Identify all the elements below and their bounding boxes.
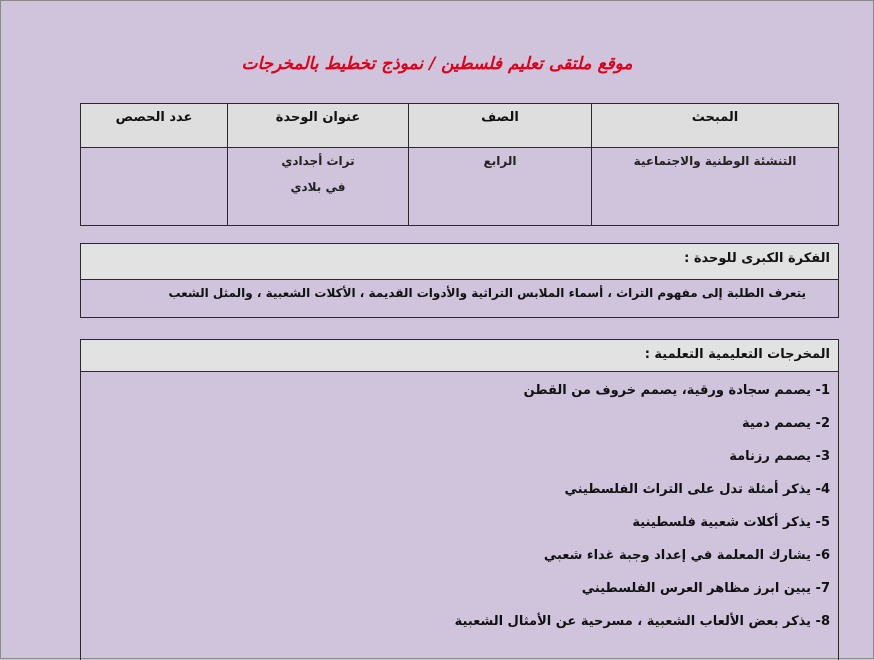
lesson-info-table xyxy=(80,103,839,226)
document-title: موقع ملتقى تعليم فلسطين / نموذج تخطيط بالمخرجات xyxy=(241,54,633,74)
header-grade: الصف xyxy=(409,104,592,148)
big-idea-heading: الفكرة الكبرى للوحدة : xyxy=(81,244,838,280)
value-periods xyxy=(81,148,228,226)
unit-title-line-1: تراث أجدادي xyxy=(281,154,355,168)
list-item: 2- يصمم دمية xyxy=(741,416,830,431)
outcomes-heading: المخرجات التعليمية التعلمية : xyxy=(81,340,838,372)
list-item: 4- يذكر أمثلة تدل على التراث الفلسطيني xyxy=(564,482,830,497)
header-unit-title: عنوان الوحدة xyxy=(228,104,409,148)
list-item: 6- يشارك المعلمة في إعداد وجبة غداء شعبي xyxy=(543,548,830,563)
header-periods: عدد الحصص xyxy=(81,104,228,148)
info-header-row xyxy=(81,104,839,148)
unit-title-line-2: في بلادي xyxy=(290,180,346,194)
value-unit-title xyxy=(228,148,409,226)
big-idea-box xyxy=(80,243,839,318)
list-item: 8- يذكر بعض الألعاب الشعبية ، مسرحية عن الأمثال الشعبية xyxy=(454,614,830,629)
list-item: 3- يصمم رزنامة xyxy=(729,449,830,464)
big-idea-text: يتعرف الطلبة إلى مفهوم التراث ، أسماء الملابس التراثية والأدوات القديمة ، الأكلات الشعبية ، والمثل الشعب xyxy=(168,286,806,300)
outcomes-box xyxy=(80,339,839,660)
outcomes-list xyxy=(81,374,838,638)
value-subject: التنشئة الوطنية والاجتماعية xyxy=(592,148,839,226)
header-subject: المبحث xyxy=(592,104,839,148)
list-item: 7- يبين ابرز مظاهر العرس الفلسطيني xyxy=(581,581,830,596)
list-item: 5- يذكر أكلات شعبية فلسطينية xyxy=(632,515,830,530)
info-values-row xyxy=(81,148,839,226)
list-item: 1- يصمم سجادة ورقية، يصمم خروف من القطن xyxy=(523,383,830,398)
value-grade: الرابع xyxy=(409,148,592,226)
